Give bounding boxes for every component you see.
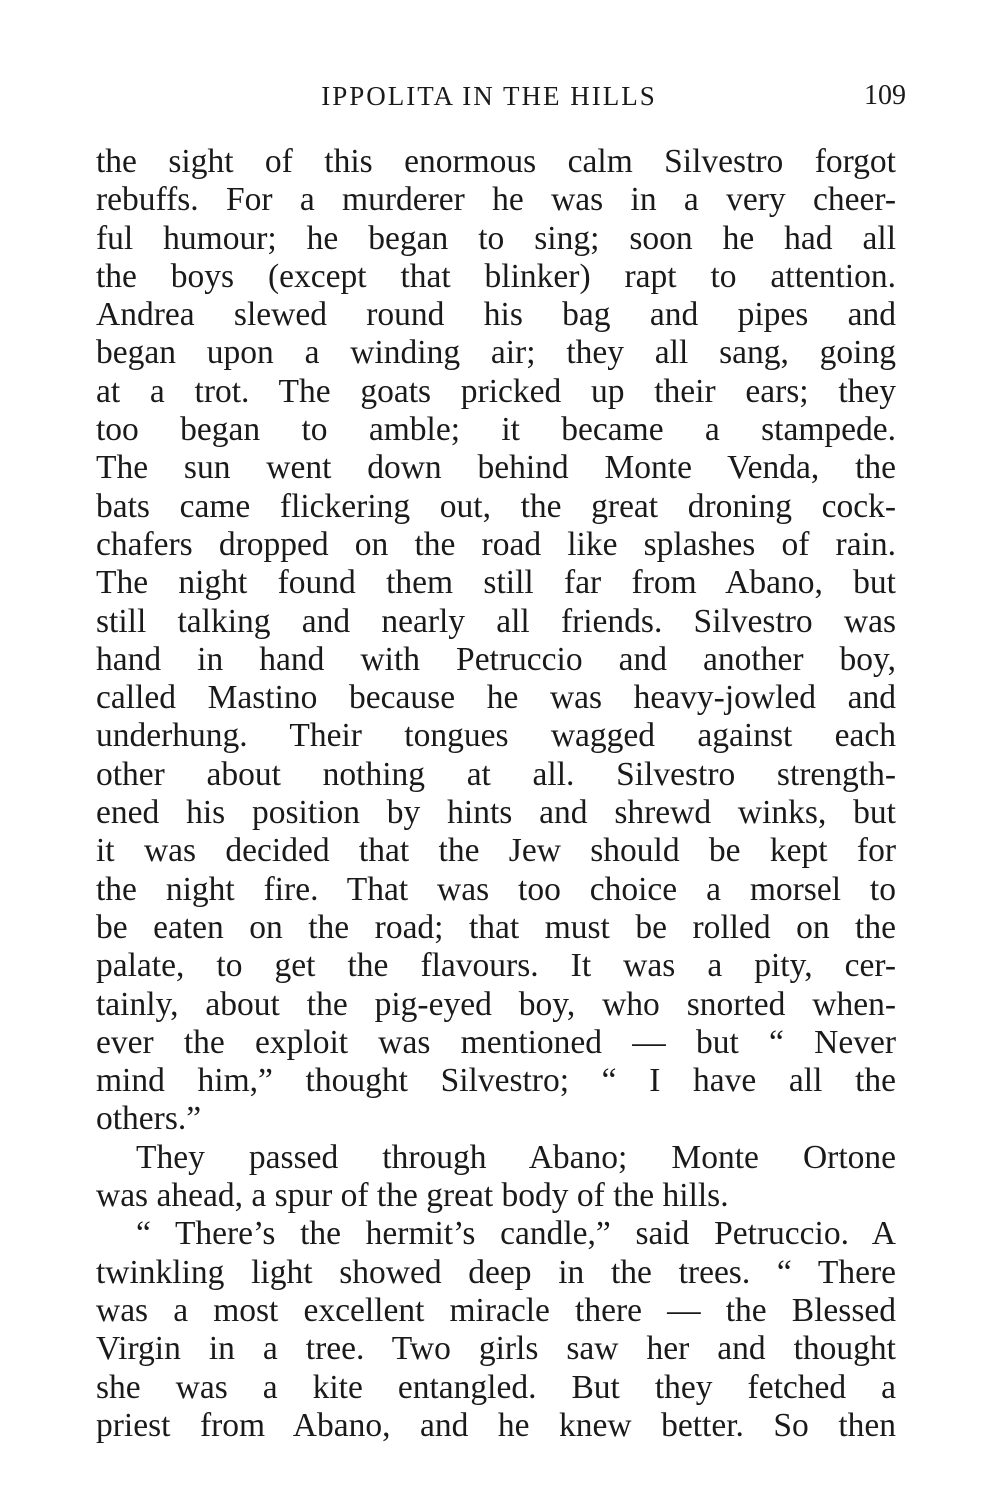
text-line: priest from Abano, and he knew better. So then <box>96 1406 896 1444</box>
text-line: The sun went down behind Monte Venda, the <box>96 449 896 487</box>
text-line: began upon a winding air; they all sang, going <box>96 334 896 372</box>
text-line: still talking and nearly all friends. Silvestro was <box>96 602 896 640</box>
text-line: ened his position by hints and shrewd winks, but <box>96 794 896 832</box>
text-line: called Mastino because he was heavy-jowled and <box>96 679 896 717</box>
text-line: ever the exploit was mentioned — but “ Never <box>96 1023 896 1061</box>
page-number: 109 <box>864 80 906 111</box>
text-line: hand in hand with Petruccio and another boy, <box>96 640 896 678</box>
text-line: it was decided that the Jew should be kept for <box>96 832 896 870</box>
text-line: bats came flickering out, the great droning cock- <box>96 487 896 525</box>
text-line: she was a kite entangled. But they fetched a <box>96 1368 896 1406</box>
text-line: was a most excellent miracle there — the Blessed <box>96 1291 896 1329</box>
text-line: rebuffs. For a murderer he was in a very cheer- <box>96 181 896 219</box>
running-title: IPPOLITA IN THE HILLS <box>321 81 657 111</box>
text-line: Andrea slewed round his bag and pipes and <box>96 296 896 334</box>
text-line: They passed through Abano; Monte Ortone <box>136 1138 896 1176</box>
text-line: mind him,” thought Silvestro; “ I have all the <box>96 1062 896 1100</box>
text-line: the boys (except that blinker) rapt to attention. <box>96 257 896 295</box>
text-line: other about nothing at all. Silvestro strength- <box>96 755 896 793</box>
text-line: “ There’s the hermit’s candle,” said Petruccio. A <box>136 1215 896 1253</box>
text-line: tainly, about the pig-eyed boy, who snorted when- <box>96 985 896 1023</box>
text-line: palate, to get the flavours. It was a pity, cer- <box>96 947 896 985</box>
running-head <box>96 76 906 116</box>
text-line: chafers dropped on the road like splashes of rain. <box>96 525 896 563</box>
text-line: ful humour; he began to sing; soon he had all <box>96 219 896 257</box>
text-line: the sight of this enormous calm Silvestro forgot <box>96 143 896 180</box>
text-line: twinkling light showed deep in the trees. “ There <box>96 1253 896 1291</box>
text-line: The night found them still far from Abano, but <box>96 564 896 602</box>
text-line: the night fire. That was too choice a morsel to <box>96 870 896 908</box>
text-line: was ahead, a spur of the great body of the hills. <box>96 1177 729 1215</box>
text-line: others.” <box>96 1100 202 1138</box>
text-line: Virgin in a tree. Two girls saw her and thought <box>96 1330 896 1368</box>
text-line: be eaten on the road; that must be rolled on the <box>96 908 896 946</box>
text-line: too began to amble; it became a stampede. <box>96 411 896 449</box>
text-line: underhung. Their tongues wagged against each <box>96 717 896 755</box>
text-line: at a trot. The goats pricked up their ears; they <box>96 372 896 410</box>
body-text <box>96 143 896 1445</box>
